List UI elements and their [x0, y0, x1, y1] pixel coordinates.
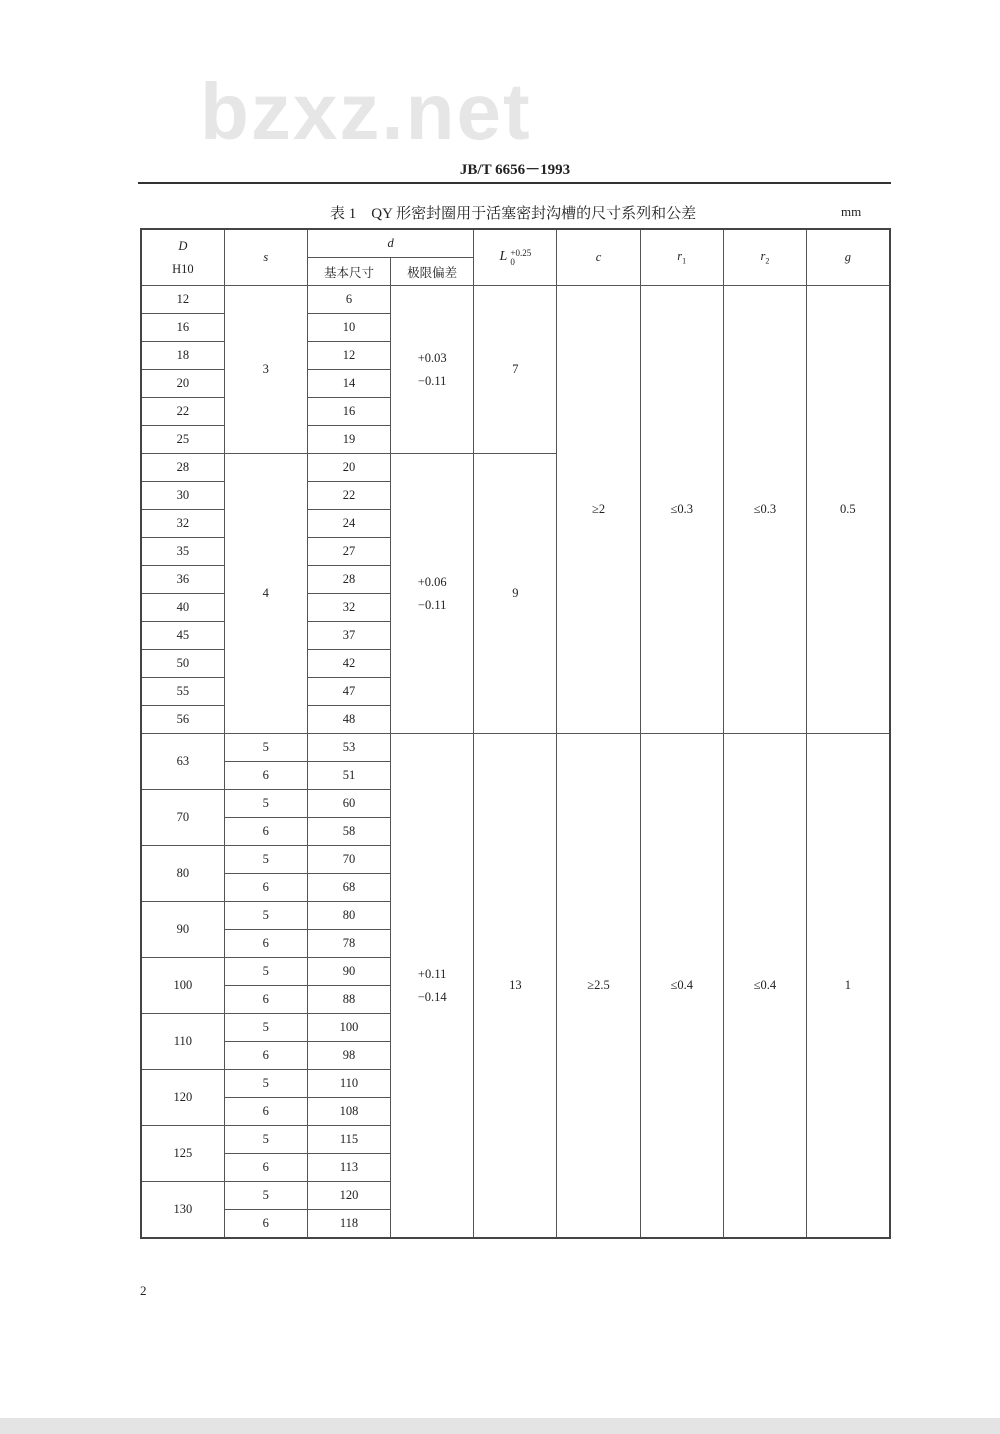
header-r1: [640, 229, 723, 286]
header-c: c: [557, 229, 640, 286]
header-D-sub: H10: [172, 261, 194, 276]
table-caption: 表 1 QY 形密封圈用于活塞密封沟槽的尺寸系列和公差: [330, 206, 697, 222]
table-row: [141, 286, 890, 314]
cell-d-basic: 22: [307, 482, 390, 510]
cell-d-basic: 27: [307, 538, 390, 566]
cell-d-basic: 115: [307, 1126, 390, 1154]
cell-d-tolerance: [391, 734, 474, 1239]
cell-d-tolerance: [391, 454, 474, 734]
cell-g: 0.5: [807, 286, 890, 734]
cell-d-basic: 12: [307, 342, 390, 370]
cell-D: 32: [141, 510, 224, 538]
cell-d-tolerance-line: +0.06: [417, 574, 447, 589]
cell-d-basic: 120: [307, 1182, 390, 1210]
cell-D: 100: [141, 958, 224, 1014]
cell-D: 20: [141, 370, 224, 398]
table-body: [141, 286, 890, 1239]
cell-d-basic: 58: [307, 818, 390, 846]
cell-s: 6: [224, 930, 307, 958]
standard-number: JB/T 6656－1993: [459, 162, 571, 178]
cell-d-basic: 90: [307, 958, 390, 986]
cell-D: 55: [141, 678, 224, 706]
cell-c: ≥2: [557, 286, 640, 734]
cell-D: 50: [141, 650, 224, 678]
cell-d-tolerance-line: −0.11: [417, 597, 447, 612]
cell-s: 5: [224, 958, 307, 986]
header-L-label: L: [499, 248, 508, 264]
cell-d-basic: 113: [307, 1154, 390, 1182]
cell-D: 28: [141, 454, 224, 482]
cell-d-basic: 19: [307, 426, 390, 454]
cell-d-basic: 20: [307, 454, 390, 482]
header-L-tolerance: [510, 249, 531, 267]
cell-r2: ≤0.4: [723, 734, 806, 1239]
cell-D: 16: [141, 314, 224, 342]
cell-d-basic: 10: [307, 314, 390, 342]
watermark: bzxz.net: [200, 67, 532, 156]
cell-D: 22: [141, 398, 224, 426]
cell-s: 6: [224, 1154, 307, 1182]
cell-D: 110: [141, 1014, 224, 1070]
header-L: [474, 229, 557, 286]
header-d-tolerance: 极限偏差: [391, 258, 474, 286]
cell-d-basic: 110: [307, 1070, 390, 1098]
cell-s: 6: [224, 818, 307, 846]
header-d-basic: 基本尺寸: [307, 258, 390, 286]
header-s: s: [224, 229, 307, 286]
cell-D: 36: [141, 566, 224, 594]
cell-s: 6: [224, 1098, 307, 1126]
cell-D: 35: [141, 538, 224, 566]
cell-D: 56: [141, 706, 224, 734]
cell-d-basic: 78: [307, 930, 390, 958]
cell-s: 6: [224, 1210, 307, 1239]
cell-d-basic: 24: [307, 510, 390, 538]
cell-d-basic: 70: [307, 846, 390, 874]
cell-d-basic: 51: [307, 762, 390, 790]
cell-d-tolerance-line: −0.14: [417, 989, 447, 1004]
cell-d-basic: 80: [307, 902, 390, 930]
cell-d-basic: 32: [307, 594, 390, 622]
dimension-table: [140, 228, 891, 1239]
cell-s: 6: [224, 986, 307, 1014]
table-unit: mm: [841, 204, 862, 219]
cell-d-basic: 28: [307, 566, 390, 594]
cell-d-basic: 53: [307, 734, 390, 762]
cell-D: 130: [141, 1182, 224, 1239]
cell-s: 5: [224, 902, 307, 930]
cell-d-basic: 88: [307, 986, 390, 1014]
cell-r1: ≤0.4: [640, 734, 723, 1239]
header-d: d: [307, 229, 473, 258]
table-row: [141, 734, 890, 762]
cell-D: 25: [141, 426, 224, 454]
cell-s: 6: [224, 1042, 307, 1070]
header-g: g: [807, 229, 890, 286]
cell-d-basic: 6: [307, 286, 390, 314]
cell-d-basic: 60: [307, 790, 390, 818]
r2-label: r: [760, 249, 766, 264]
cell-d-tolerance: [391, 286, 474, 454]
r1-label: r: [677, 249, 683, 264]
cell-d-tolerance-line: +0.11: [417, 966, 447, 981]
cell-d-basic: 16: [307, 398, 390, 426]
table-header: [141, 229, 890, 286]
cell-d-basic: 100: [307, 1014, 390, 1042]
cell-d-basic: 48: [307, 706, 390, 734]
cell-s: 4: [224, 454, 307, 734]
header-rule: [138, 182, 891, 184]
cell-L: 7: [474, 286, 557, 454]
cell-D: 40: [141, 594, 224, 622]
r1-sub: 1: [682, 256, 687, 266]
cell-g: 1: [807, 734, 890, 1239]
cell-s: 5: [224, 1126, 307, 1154]
cell-D: 30: [141, 482, 224, 510]
cell-D: 63: [141, 734, 224, 790]
cell-d-basic: 42: [307, 650, 390, 678]
cell-r2: ≤0.3: [723, 286, 806, 734]
cell-d-tolerance-line: +0.03: [417, 350, 447, 365]
cell-d-basic: 118: [307, 1210, 390, 1239]
cell-c: ≥2.5: [557, 734, 640, 1239]
cell-s: 6: [224, 874, 307, 902]
cell-d-basic: 14: [307, 370, 390, 398]
cell-d-basic: 47: [307, 678, 390, 706]
cell-L: 9: [474, 454, 557, 734]
L-lower: 0: [510, 256, 515, 267]
header-D: [141, 229, 224, 286]
cell-D: 125: [141, 1126, 224, 1182]
cell-L: 13: [474, 734, 557, 1239]
cell-D: 120: [141, 1070, 224, 1126]
cell-D: 90: [141, 902, 224, 958]
cell-d-basic: 108: [307, 1098, 390, 1126]
header-D-label: D: [178, 238, 188, 253]
cell-D: 45: [141, 622, 224, 650]
cell-r1: ≤0.3: [640, 286, 723, 734]
cell-D: 70: [141, 790, 224, 846]
header-r2: [723, 229, 806, 286]
cell-s: 6: [224, 762, 307, 790]
cell-d-basic: 37: [307, 622, 390, 650]
viewer-bottom-bar: [0, 1418, 1000, 1434]
cell-d-basic: 68: [307, 874, 390, 902]
cell-s: 5: [224, 1070, 307, 1098]
cell-D: 80: [141, 846, 224, 902]
L-upper: +0.25: [510, 247, 532, 258]
cell-s: 5: [224, 1014, 307, 1042]
cell-d-basic: 98: [307, 1042, 390, 1070]
cell-s: 5: [224, 846, 307, 874]
cell-s: 5: [224, 1182, 307, 1210]
cell-D: 18: [141, 342, 224, 370]
cell-s: 5: [224, 790, 307, 818]
cell-s: 3: [224, 286, 307, 454]
cell-d-tolerance-line: −0.11: [417, 373, 447, 388]
cell-D: 12: [141, 286, 224, 314]
r2-sub: 2: [765, 256, 770, 266]
page-number: 2: [140, 1283, 147, 1298]
cell-s: 5: [224, 734, 307, 762]
